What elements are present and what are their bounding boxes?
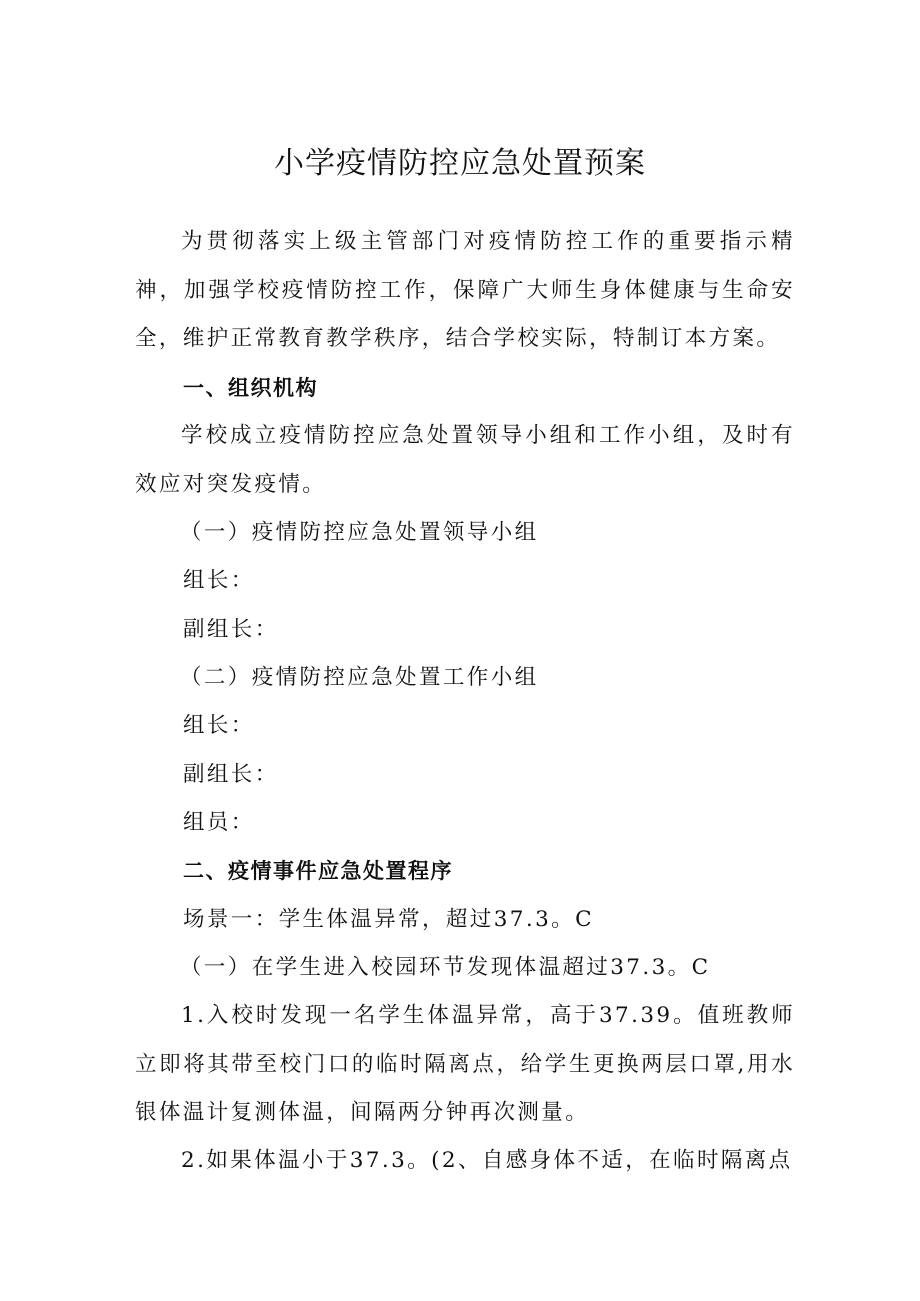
scenario-one: 场景一：学生体温异常，超过37.3。C [183, 907, 594, 932]
leadership-group-deputy: 副组长： [183, 617, 279, 642]
intro-paragraph: 为贯彻落实上级主管部门对疫情防控工作的重要指示精神，加强学校疫情防控工作，保障广大师生身体健康与生命安全，维护正常教育教学秩序，结合学校实际，特制订本方案。 [135, 229, 795, 351]
scenario-one-subheading: （一）在学生进入校园环节发现体温超过37.3。C [180, 955, 711, 980]
procedure-item-2: 2.如果体温小于37.3。(2、自感身体不适，在临时隔离点 [181, 1148, 793, 1173]
leadership-group-leader: 组长： [183, 568, 255, 593]
working-group-leader: 组长： [183, 713, 255, 738]
organization-paragraph: 学校成立疫情防控应急处置领导小组和工作小组，及时有效应对突发疫情。 [135, 423, 795, 497]
procedure-item-1: 1.入校时发现一名学生体温异常，高于37.39。值班教师立即将其带至校门口的临时隔离点，给学生更换两层口罩,用水银体温计复测体温，间隔两分钟再次测量。 [135, 1003, 795, 1125]
working-group-heading: （二）疫情防控应急处置工作小组 [180, 665, 539, 690]
leadership-group-heading: （一）疫情防控应急处置领导小组 [180, 520, 539, 545]
working-group-members: 组员： [183, 810, 255, 835]
section-heading-organization: 一、组织机构 [183, 376, 318, 400]
document-title: 小学疫情防控应急处置预案 [274, 146, 646, 181]
section-heading-procedure: 二、疫情事件应急处置程序 [183, 859, 453, 883]
working-group-deputy: 副组长： [183, 762, 279, 787]
